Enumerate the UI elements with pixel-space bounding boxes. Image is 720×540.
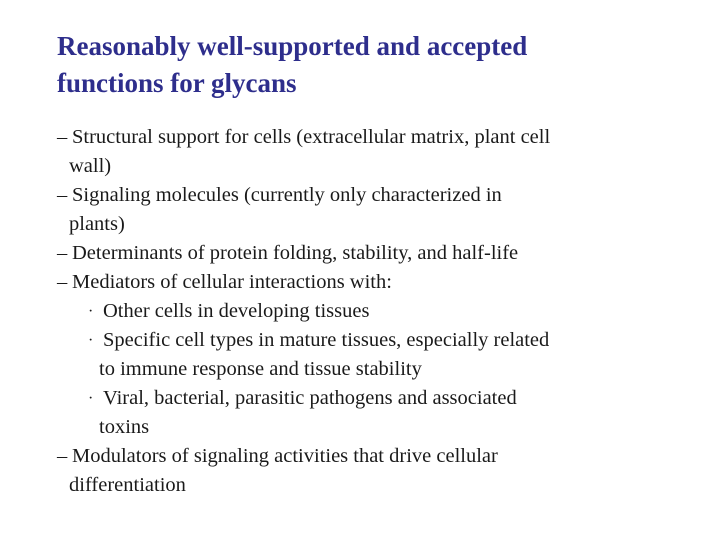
bullet-text-line: Signaling molecules (currently only characterized in [72, 184, 502, 206]
bullet-item-signaling-molecules [0, 181, 649, 239]
bullet-text-line: toxins [99, 416, 150, 438]
dash-bullet-marker: – [57, 242, 68, 264]
bullet-text-line: Determinants of protein folding, stability, and half-life [72, 242, 519, 264]
dash-bullet-marker: – [57, 445, 68, 467]
dash-bullet-marker: – [57, 126, 68, 148]
dash-bullet-marker: – [57, 184, 68, 206]
bullet-text-line: Specific cell types in mature tissues, especially related [103, 329, 550, 351]
bullet-text-line: plants) [69, 213, 125, 235]
bullet-item-protein-folding [0, 239, 649, 268]
dot-bullet-marker: · [88, 303, 94, 320]
dash-bullet-marker: – [57, 271, 68, 293]
sub-bullet-item-pathogens [0, 384, 639, 442]
bullet-text-line: Mediators of cellular interactions with: [72, 271, 392, 293]
dot-bullet-marker: · [88, 332, 94, 349]
bullet-text-line: Structural support for cells (extracellular matrix, plant cell [72, 126, 551, 148]
bullet-text-line: Modulators of signaling activities that drive cellular [72, 445, 498, 467]
sub-bullet-item-other-cells [0, 297, 639, 326]
bullet-text-line: Other cells in developing tissues [103, 300, 370, 322]
bullet-text-line: to immune response and tissue stability [99, 358, 422, 380]
slide-title-line: Reasonably well-supported and accepted [57, 31, 528, 61]
bullet-item-signaling-modulators [0, 442, 649, 500]
slide-title [57, 28, 677, 102]
bullet-item-structural-support [0, 123, 649, 181]
bullet-item-cellular-interactions [0, 268, 649, 297]
bullet-text-line: Viral, bacterial, parasitic pathogens and associated [103, 387, 517, 409]
bullet-text-line: differentiation [69, 474, 186, 496]
bullet-list [0, 123, 720, 500]
sub-bullet-item-specific-cell-types [0, 326, 639, 384]
dot-bullet-marker: · [88, 390, 94, 407]
bullet-text-line: wall) [69, 155, 112, 177]
slide-title-line: functions for glycans [57, 68, 297, 98]
